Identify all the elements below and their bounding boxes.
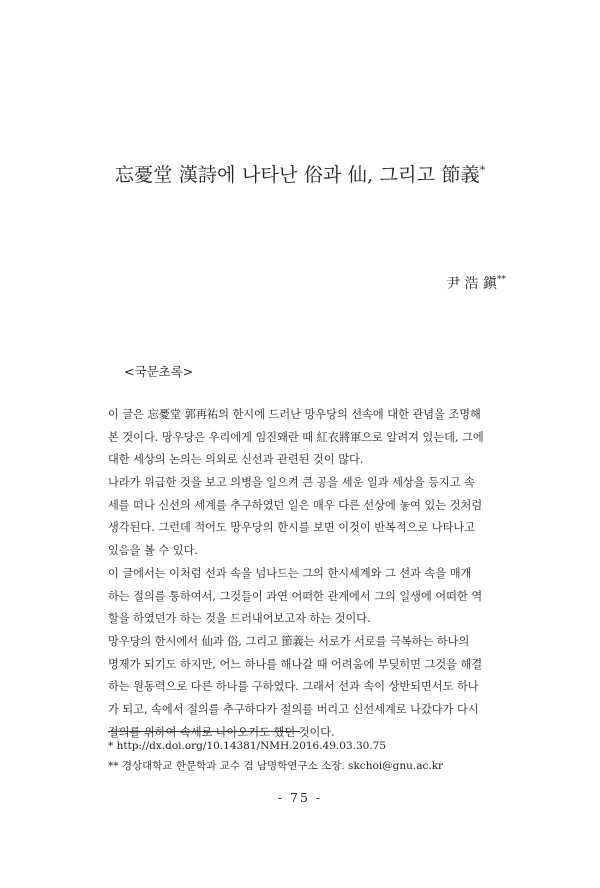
abstract-line: 절의를 위하여 속세로 나아오기도 했던 것이다. — [108, 725, 335, 739]
paper-title-text: 忘憂堂 漢詩에 나타난 俗과 仙, 그리고 節義 — [114, 164, 480, 186]
abstract-line: 세를 떠나 신선의 세계를 추구하였던 일은 매우 다른 선상에 놓여 있는 것처럼 — [108, 498, 483, 512]
paper-title — [0, 160, 600, 187]
abstract-line: 가 되고, 속에서 절의를 추구하다가 절의를 버리고 신선세계로 나갔다가 다시 — [108, 702, 479, 716]
title-footnote-mark: * — [479, 165, 486, 176]
page-number: - 75 - — [277, 790, 323, 805]
abstract-line: 생각된다. 그런데 적어도 망우당의 한시를 보면 이것이 반복적으로 나타나고 — [108, 521, 476, 535]
abstract-line: 본 것이다. 망우당은 우리에게 임진왜란 때 紅衣將軍으로 알려져 있는데, 그에 — [108, 430, 484, 444]
abstract-line: 대한 세상의 논의는 의외로 신선과 관련된 것이 많다. — [108, 453, 364, 467]
abstract-line: 하는 절의를 통하여서, 그것들이 과연 어떠한 관계에서 그의 일생에 어떠한 역 — [108, 589, 483, 603]
abstract-line: 망우당의 한시에서 仙과 俗, 그리고 節義는 서로가 서로를 극복하는 하나의 — [108, 634, 470, 648]
abstract-body — [108, 404, 498, 744]
abstract-line: 이 글은 忘憂堂 郭再祐의 한시에 드러난 망우당의 선속에 대한 관념을 조명해 — [108, 408, 481, 421]
footnote-divider — [108, 731, 300, 732]
abstract-line: 이 글에서는 이처럼 선과 속을 넘나드는 그의 한시세계와 그 선과 속을 매개 — [108, 566, 472, 580]
abstract-line: 할을 하였던가 하는 것을 드러내어보고자 하는 것이다. — [108, 612, 371, 626]
author-byline — [446, 273, 506, 293]
abstract-line: 나라가 위급한 것을 보고 의병을 일으켜 큰 공을 세운 일과 세상을 등지고 속 — [108, 476, 475, 490]
author-footnote-mark: ** — [497, 275, 506, 285]
abstract-line: 하는 원동력으로 다른 하나를 구하였다. 그래서 선과 속이 상반되면서도 하나 — [108, 680, 479, 694]
author-name: 尹 浩 鎭 — [446, 276, 497, 292]
abstract-heading: <국문초록> — [124, 364, 194, 379]
abstract-line: 명제가 되기도 하지만, 어느 하나를 해나갈 때 어려움에 부딪히면 그것을 해결 — [108, 657, 483, 671]
footnote-author-affiliation: ** 경상대학교 한문학과 교수 겸 남명학연구소 소장. skchoi@gnu.ac.kr — [108, 760, 444, 772]
abstract-line: 있음을 볼 수 있다. — [108, 544, 198, 558]
footnote-doi: * http://dx.doi.org/10.14381/NMH.2016.49.03.30.75 — [108, 740, 387, 752]
